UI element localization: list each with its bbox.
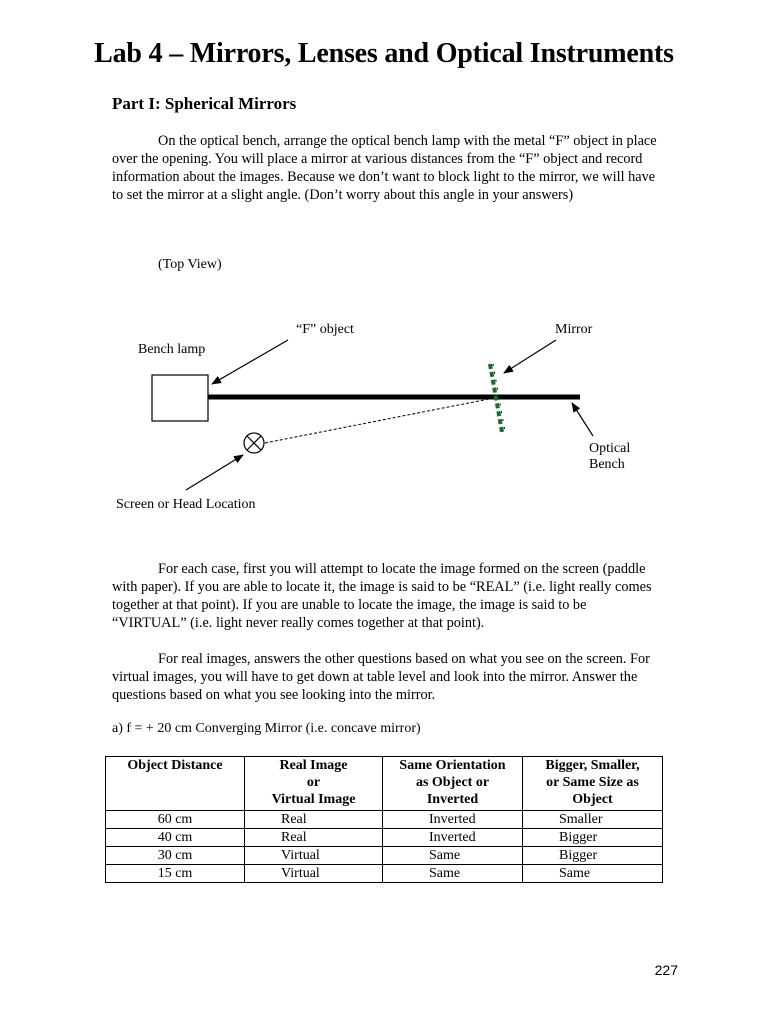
section-heading: Part I: Spherical Mirrors xyxy=(112,94,297,113)
optical-bench-arrow xyxy=(572,403,593,436)
screen-marker-icon xyxy=(244,433,264,453)
table-row xyxy=(106,865,663,883)
cell-image-type: Real xyxy=(245,811,383,829)
cell-orientation: Same xyxy=(383,865,523,883)
optical-bench-diagram xyxy=(0,300,768,530)
table-row xyxy=(106,847,663,865)
cell-image-type: Real xyxy=(245,829,383,847)
table-row xyxy=(106,811,663,829)
cell-orientation: Inverted xyxy=(383,829,523,847)
screen-location-label: Screen or Head Location xyxy=(116,497,256,512)
page-title: Lab 4 – Mirrors, Lenses and Optical Instruments xyxy=(94,38,674,69)
cell-distance: 60 cm xyxy=(106,811,245,829)
header-real-virtual: Real Image or Virtual Image xyxy=(245,757,383,811)
cell-image-type: Virtual xyxy=(245,865,383,883)
paragraph-real-virtual-text: For each case, first you will attempt to locate the image formed on the screen (paddle with paper). If you are able to locate it, the image is said to be “REAL” (i.e. light really comes together at that point). If you are unable to locate the image, the image is said to be “VIRTUAL” (i.e. light never really comes together at that point). xyxy=(112,561,652,631)
view-label: (Top View) xyxy=(158,257,222,272)
optical-bench-label-line1: Optical xyxy=(589,441,631,456)
cell-size: Bigger xyxy=(523,847,663,865)
header-size: Bigger, Smaller, or Same Size as Object xyxy=(523,757,663,811)
cell-size: Smaller xyxy=(523,811,663,829)
table-row xyxy=(106,829,663,847)
bench-lamp-box xyxy=(152,375,208,421)
cell-distance: 30 cm xyxy=(106,847,245,865)
header-orientation: Same Orientation as Object or Inverted xyxy=(383,757,523,811)
cell-orientation: Same xyxy=(383,847,523,865)
f-object-label: “F” object xyxy=(296,322,354,337)
cell-distance: 15 cm xyxy=(106,865,245,883)
intro-text: On the optical bench, arrange the optical bench lamp with the metal “F” object in place over the opening. You will place a mirror at various distances from the “F” object and record information about the images. Because we don’t want to block light to the mirror, we will have to set the mirror at a slight angle. (Don’t worry about this angle in your answers) xyxy=(112,133,657,203)
mirror-label: Mirror xyxy=(555,322,593,337)
optical-bench-label-line2: Bench xyxy=(589,457,625,472)
mirror-arrow xyxy=(504,340,556,373)
results-table xyxy=(105,756,663,883)
paragraph-instructions xyxy=(112,650,660,704)
paragraph-instructions-text: For real images, answers the other questions based on what you see on the screen. For virtual images, you will have to get down at table level and look into the mirror. Answer the questions based on what you see looking into the mirror. xyxy=(112,651,650,703)
paragraph-real-virtual xyxy=(112,560,660,632)
light-path-line xyxy=(265,398,494,443)
f-object-arrow xyxy=(212,340,288,384)
cell-distance: 40 cm xyxy=(106,829,245,847)
cell-orientation: Inverted xyxy=(383,811,523,829)
bench-lamp-label: Bench lamp xyxy=(138,342,206,357)
intro-paragraph xyxy=(112,132,660,204)
question-a: a) f = + 20 cm Converging Mirror (i.e. concave mirror) xyxy=(112,721,421,736)
cell-size: Same xyxy=(523,865,663,883)
header-object-distance: Object Distance xyxy=(106,757,245,811)
table-header-row xyxy=(106,757,663,811)
cell-image-type: Virtual xyxy=(245,847,383,865)
page-number: 227 xyxy=(654,962,678,978)
screen-arrow xyxy=(186,455,243,490)
cell-size: Bigger xyxy=(523,829,663,847)
